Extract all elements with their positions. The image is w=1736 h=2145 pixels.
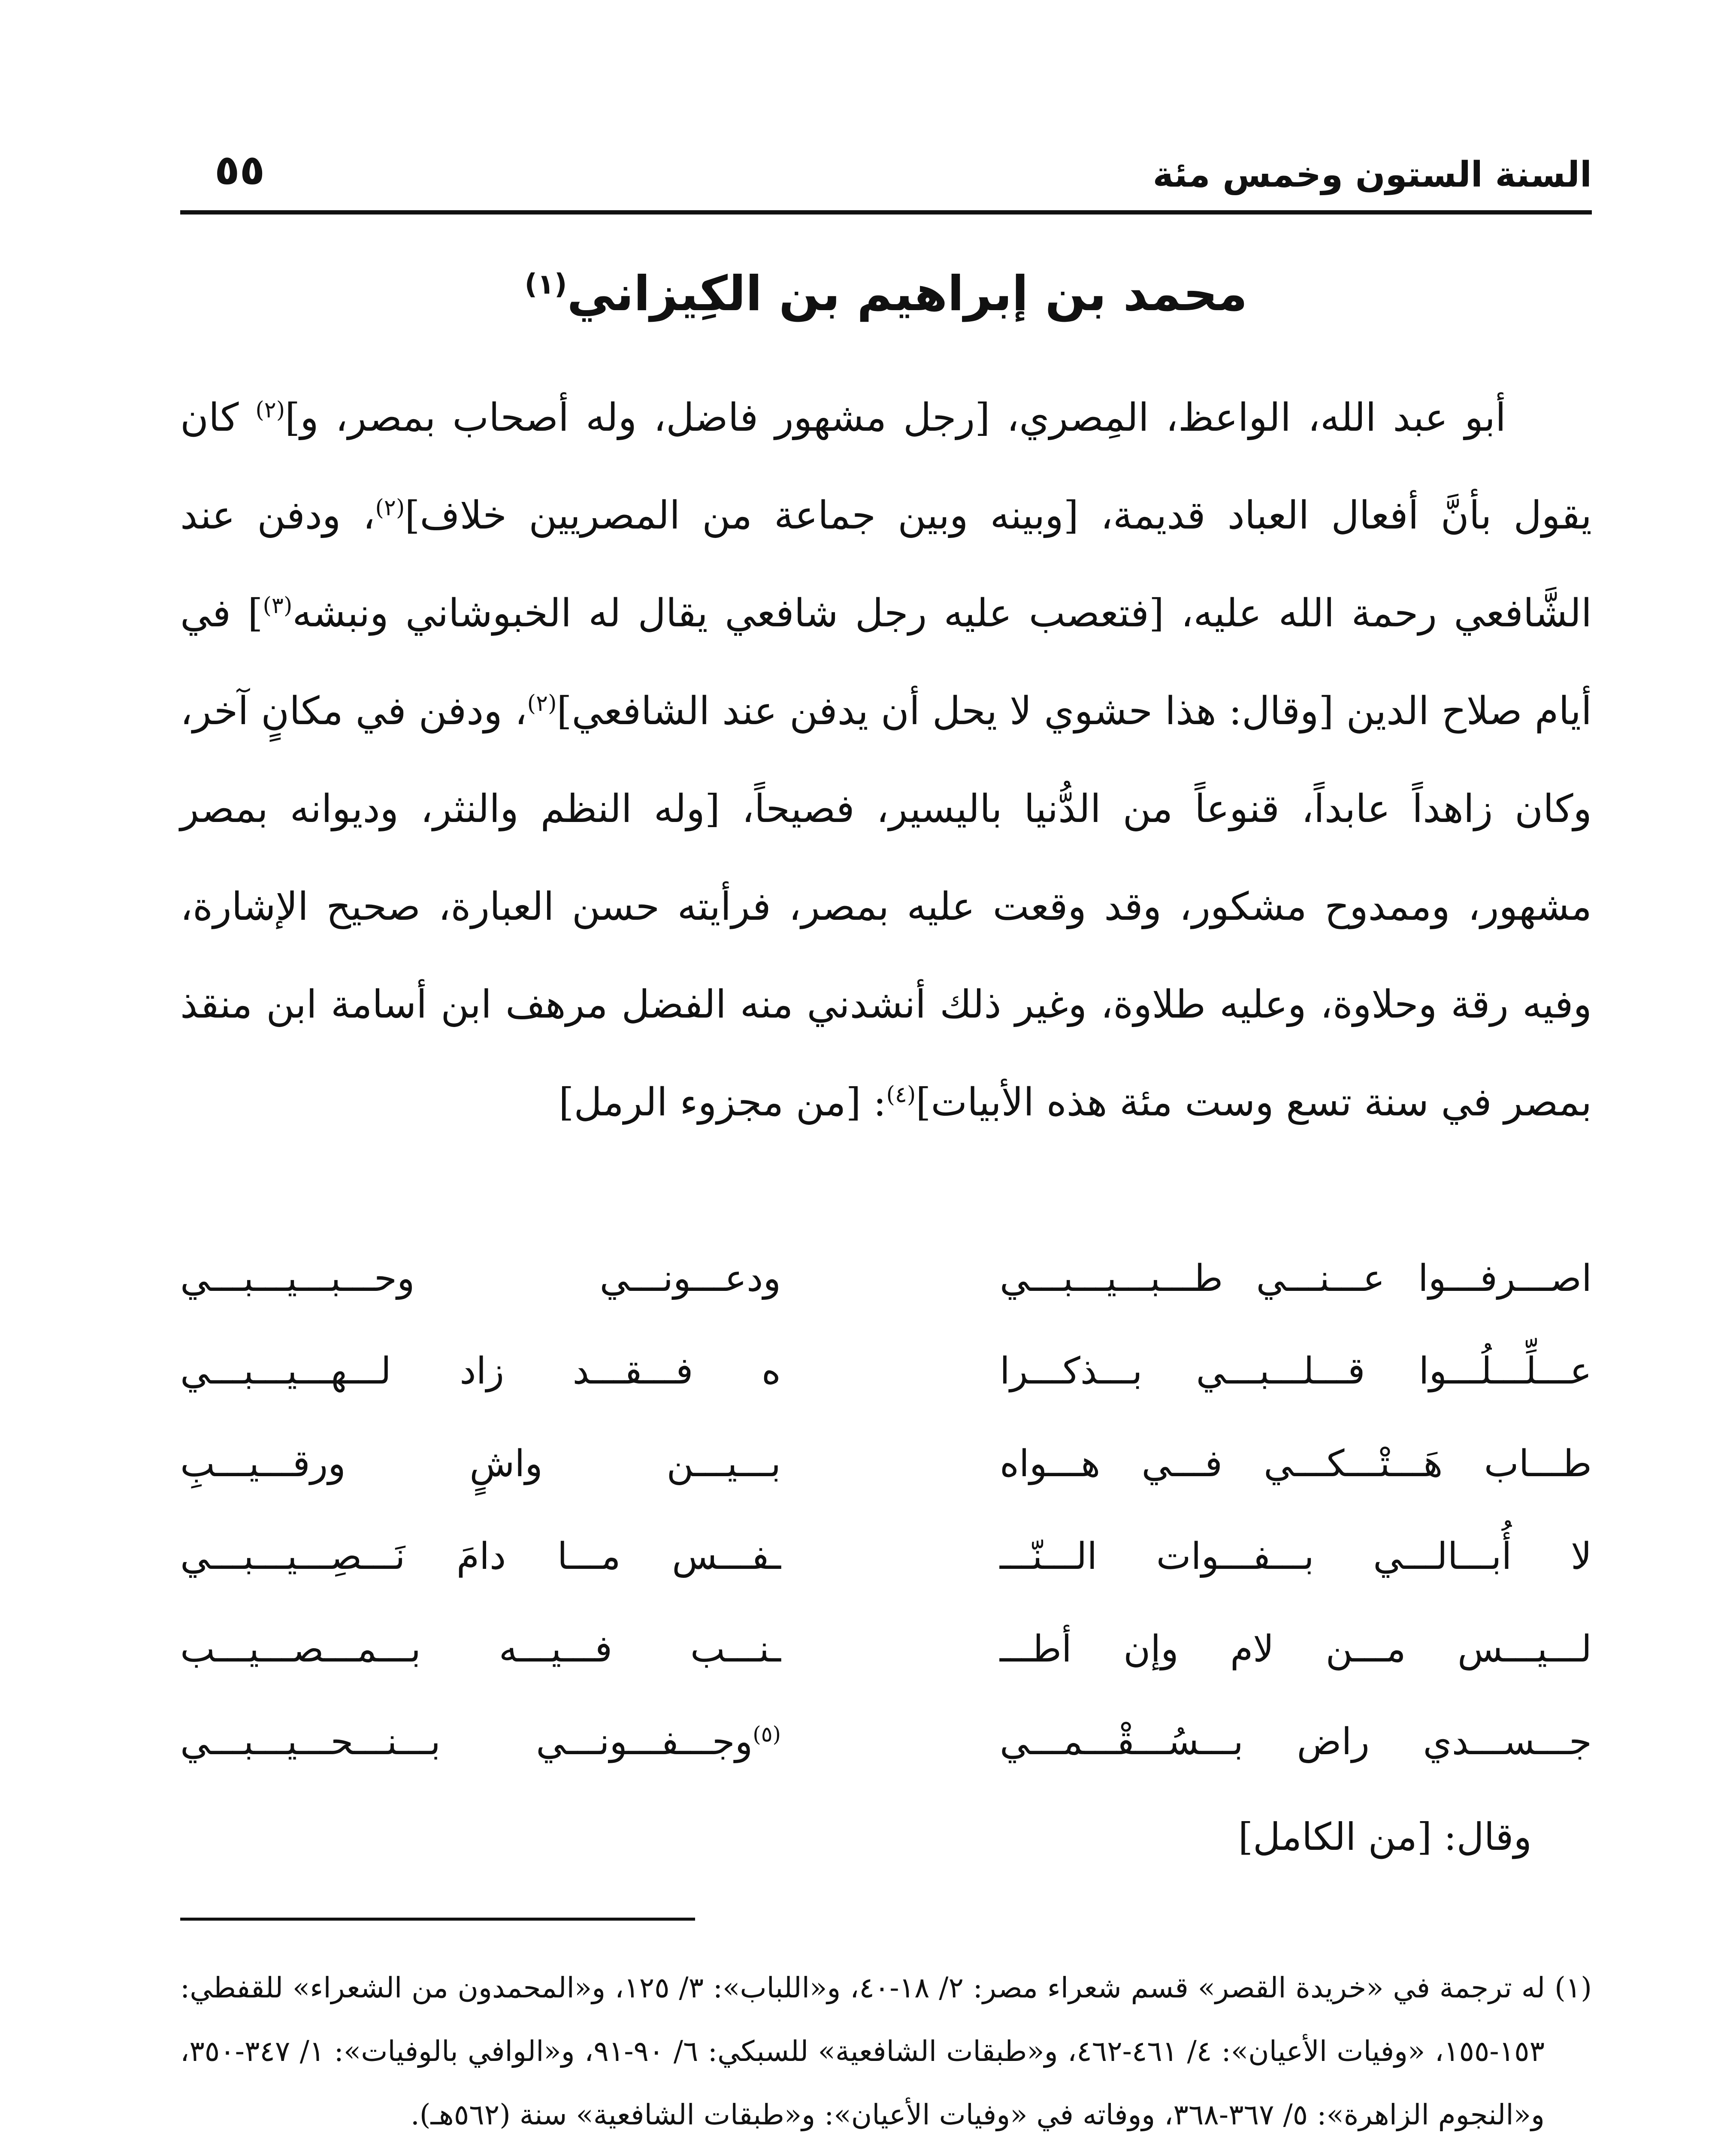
footnote-number: (١): [1555, 1971, 1592, 2004]
verse-second-hemistich: [180, 1720, 781, 1763]
poem-verse: [180, 1442, 1592, 1528]
poem-verse: [180, 1350, 1592, 1435]
paragraph-text: : [من مجزوء الرمل]: [559, 1080, 886, 1125]
verse-first-hemistich: اصـــرفـــوا عـــنـــي طـــبـــيـــبـــي: [1000, 1257, 1592, 1300]
verse-second-hemistich: ـفـــس مـــا دامَ نَـــصِـــيـــبـــي: [180, 1535, 781, 1578]
poem-verse: [180, 1720, 1592, 1806]
footnote-ref: (٢): [375, 495, 405, 521]
footnote-ref: (١): [524, 268, 567, 301]
paragraph-text: ] في أيام صلاح الدين [وقال: هذا حشوي لا يحل أن يدفن عند الشافعي]: [180, 591, 1592, 734]
biography-title: [180, 266, 1592, 322]
biography-body: [180, 369, 1592, 1151]
poem-intro-next: وقال: [من الكامل]: [1238, 1815, 1532, 1859]
verse-first-hemistich: لا أُبـــالـــي بـــفـــوات الـــنّـــ: [1000, 1535, 1592, 1578]
poem-verse: [180, 1257, 1592, 1343]
verse-second-hemistich: ه فـــقـــد زاد لـــهـــيـــبـــي: [180, 1350, 781, 1393]
paragraph-text: كان يقول بأنَّ أفعال العباد قديمة، [وبينه وبين جماعة من المصريين خلاف]: [180, 395, 1592, 538]
verse-second-hemistich: ـنـــب فـــيـــه بـــمـــصـــيـــب: [180, 1628, 781, 1671]
poem: [180, 1257, 1592, 1815]
footnote-ref: (٣): [263, 593, 293, 619]
book-page: [180, 129, 1592, 2145]
page-number: ٥٥: [215, 146, 265, 194]
footnote-ref: (٢): [527, 691, 557, 716]
footnotes: [180, 1956, 1592, 2145]
verse-first-hemistich: عـــلِّـــلُـــوا قـــلـــبـــي بـــذكـــرا: [1000, 1350, 1592, 1393]
page-header: [180, 129, 1592, 214]
paragraph-text: ، ودفن عند الشَّافعي رحمة الله عليه، [فتعصب عليه رجل شافعي يقال له الخبوشاني ونبشه: [180, 493, 1592, 636]
verse-second-hemistich: بـــيـــن واشٍ ورقـــيـــبِ: [180, 1442, 781, 1485]
verse-second-hemistich: ودعـــونـــي وحـــبـــيـــبـــي: [180, 1257, 781, 1300]
biography-name: محمد بن إبراهيم بن الكِيزاني: [567, 266, 1248, 322]
poem-verse: [180, 1628, 1592, 1713]
footnote-text: له ترجمة في «خريدة القصر» قسم شعراء مصر: ٢/ ١٨-٤٠، و«اللباب»: ٣/ ١٢٥، و«المحمدون من الشعراء» للقفطي: ١٥٣-١٥٥، «وفيات الأعيان»: ٤/ ٤٦١-٤٦٢، و«طبقات الشافعية» للسبكي: ٦/ ٩٠-٩١، و«الوافي بالوفيات»: ١/ ٣٤٧-٣٥٠، و«النجوم الزاهرة»: ٥/ ٣٦٧-٣٦٨، ووفاته في «وفيات الأعيان»: و«طبقات الشافعية» سنة (٥٦٢هـ).: [180, 1971, 1545, 2131]
footnote: [180, 1956, 1592, 2145]
verse-second-hemistich-text: وجـــفـــونـــي بـــنـــحـــيـــبـــي: [180, 1720, 753, 1763]
paragraph-text: ، ودفن في مكانٍ آخر، وكان زاهداً عابداً، قنوعاً من الدُّنيا باليسير، فصيحاً، [وله النظم والنثر، وديوانه بمصر مشهور، وممدوح مشكور، وقد وقعت عليه بمصر، فرأيته حسن العبارة، صحيح الإشارة، وفيه رقة وحلاوة، وعليه طلاوة، وغير ذلك أنشدني منه الفضل مرهف ابن أسامة ابن منقذ بمصر في سنة تسع وست مئة هذه الأبيات]: [180, 689, 1592, 1125]
poem-verse: [180, 1535, 1592, 1621]
footnote-ref: (٥): [753, 1722, 781, 1747]
footnote-divider: [180, 1918, 695, 1921]
biography-paragraph: [180, 369, 1592, 1151]
footnote-ref: (٤): [886, 1082, 916, 1108]
verse-first-hemistich: جـــســـدي راض بـــسُـــقْـــمـــي: [1000, 1720, 1592, 1763]
paragraph-text: أبو عبد الله، الواعظ، المِصري، [رجل مشهور فاضل، وله أصحاب بمصر، و]: [285, 395, 1506, 440]
footnote-ref: (٢): [255, 397, 285, 423]
running-title: السنة الستون وخمس مئة: [1152, 154, 1592, 195]
verse-first-hemistich: لـــيـــس مـــن لام وإن أطـــ: [1000, 1628, 1592, 1671]
verse-first-hemistich: طـــاب هَـــتْـــكـــي فـــي هـــواه: [1000, 1442, 1592, 1485]
